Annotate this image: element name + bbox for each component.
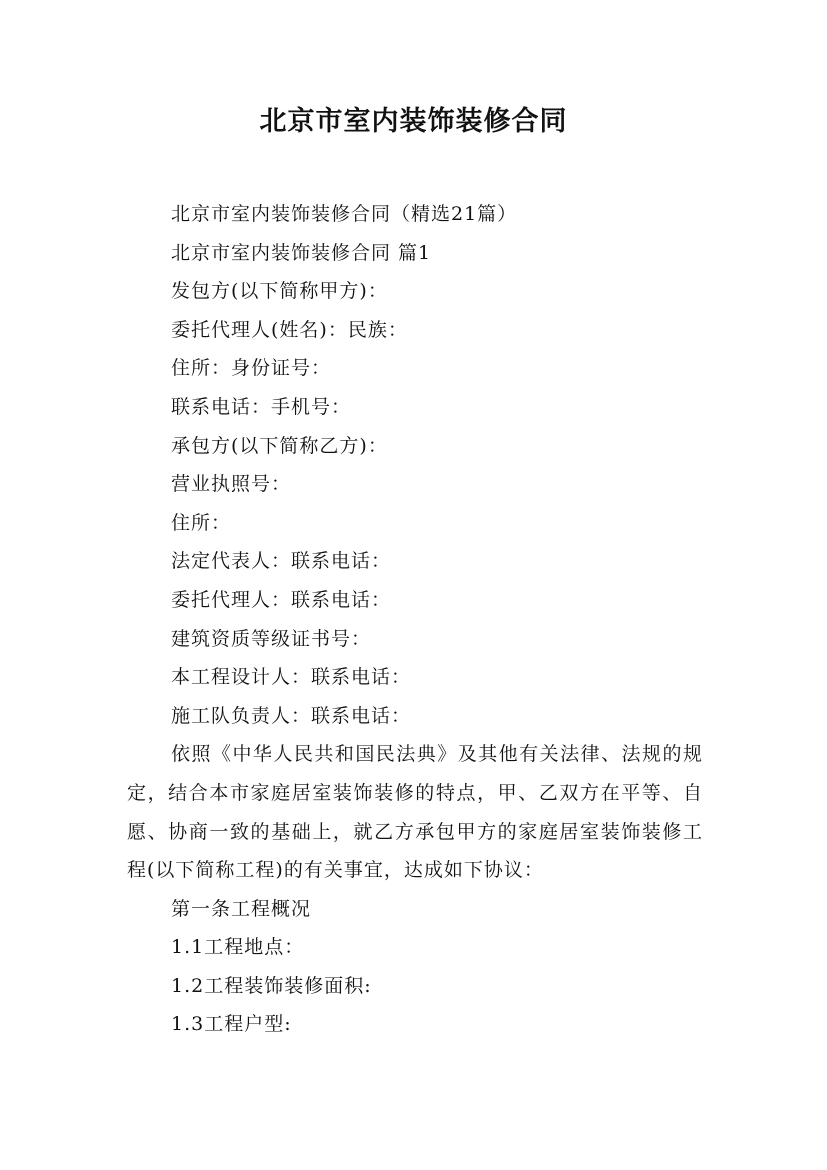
party-b-address-line: 住所：: [171, 511, 232, 534]
section-heading: 北京市室内装饰装修合同 篇1: [171, 241, 432, 264]
subtitle-line: 北京市室内装饰装修合同（精选21篇）: [171, 203, 518, 225]
party-a-agent-line: 委托代理人(姓名)：民族：: [171, 318, 408, 341]
party-b-agent-line: 委托代理人：联系电话：: [171, 588, 392, 611]
legal-representative-line: 法定代表人：联系电话：: [171, 550, 392, 573]
clause-1-3: 1.3工程户型:: [171, 1013, 292, 1036]
qualification-certificate-line: 建筑资质等级证书号：: [171, 627, 372, 650]
business-license-line: 营业执照号：: [171, 473, 292, 496]
article-one-heading: 第一条工程概况: [171, 897, 312, 920]
party-a-address-line: 住所：身份证号：: [171, 357, 332, 380]
agreement-paragraph: 依照《中华人民共和国民法典》及其他有关法律、法规的规定，结合本市家庭居室装饰装修的特点，甲、乙双方在平等、自愿、协商一致的基础上，就乙方承包甲方的家庭居室装饰装修工程(以下简称工程)的有关事宜，达成如下协议：: [127, 743, 703, 882]
clause-1-2: 1.2工程装饰装修面积:: [171, 974, 372, 997]
party-a-label: 发包方(以下简称甲方)：: [171, 280, 388, 303]
party-a-phone-line: 联系电话：手机号：: [171, 395, 352, 418]
party-b-label: 承包方(以下简称乙方)：: [171, 434, 388, 457]
clause-1-1: 1.1工程地点：: [171, 936, 305, 959]
document-body: [127, 195, 703, 1044]
document-title: 北京市室内装饰装修合同: [259, 106, 568, 137]
designer-line: 本工程设计人：联系电话：: [171, 666, 412, 689]
construction-leader-line: 施工队负责人：联系电话：: [171, 704, 412, 727]
